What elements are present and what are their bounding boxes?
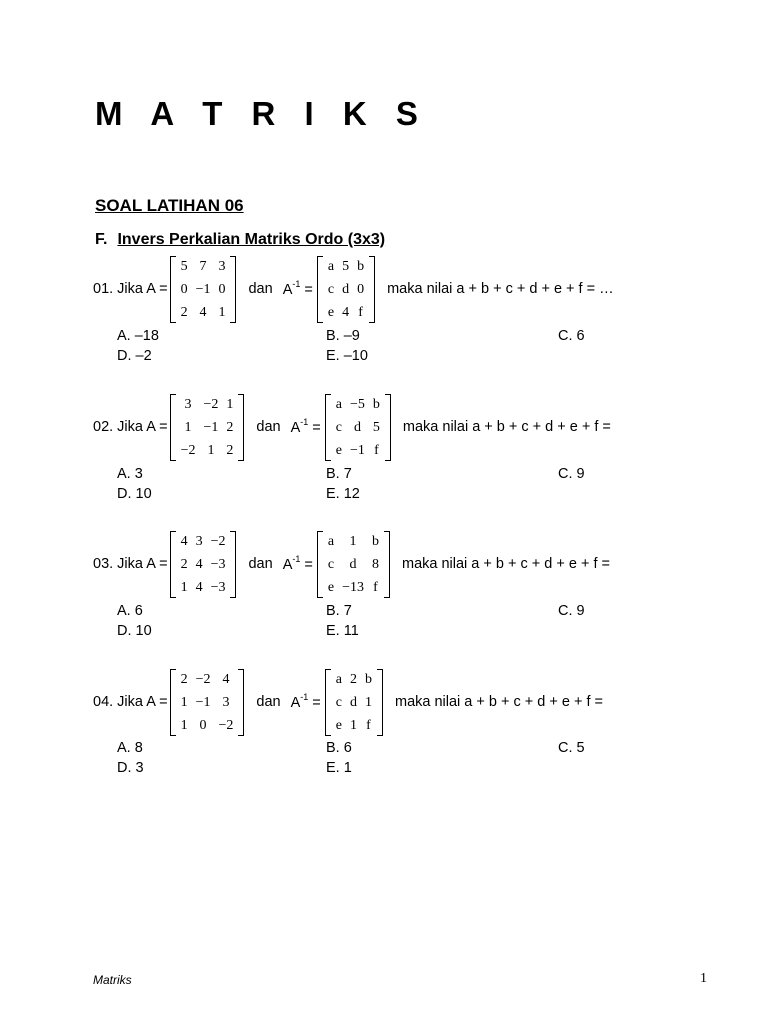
a-inverse-exponent: -1 xyxy=(300,692,309,703)
question-label: 03. Jika A = xyxy=(93,556,168,572)
exercise-heading: SOAL LATIHAN 06 xyxy=(95,196,244,215)
matrix-a xyxy=(170,668,245,737)
section-heading xyxy=(95,229,385,251)
matrix-cell: 2 xyxy=(350,671,357,687)
matrix-a-inverse xyxy=(325,668,383,737)
matrix-cell: e xyxy=(327,304,335,320)
dan-text: dan xyxy=(248,281,273,297)
a-inverse-exponent: -1 xyxy=(292,554,301,565)
matrix-cell: c xyxy=(327,556,335,572)
matrix-cell: 2 xyxy=(180,304,188,320)
matrix-cell: d xyxy=(350,694,357,710)
matrix-cell: −3 xyxy=(210,579,226,595)
matrix-cell: c xyxy=(327,281,335,297)
matrix-cell: c xyxy=(335,419,342,435)
matrix-cell: 1 xyxy=(180,694,188,710)
a-inverse-equals: = xyxy=(308,694,321,711)
option-b: B. 7 xyxy=(326,603,352,619)
option-a: A. 6 xyxy=(117,603,143,619)
dan-text: dan xyxy=(256,419,281,435)
option-e: E. 11 xyxy=(326,623,359,639)
option-d: D. 10 xyxy=(117,623,152,639)
matrix-cell: 1 xyxy=(207,442,215,458)
matrix-cell: 1 xyxy=(226,396,234,412)
matrix-cell: 5 xyxy=(372,419,380,435)
matrix-cell: 4 xyxy=(199,304,207,320)
matrix-cell: −2 xyxy=(210,533,226,549)
a-inverse-base: A xyxy=(290,694,301,711)
matrix-a-inverse xyxy=(317,530,390,599)
option-a: A. 8 xyxy=(117,740,143,756)
a-inverse-equals: = xyxy=(300,281,313,298)
matrix-cell: b xyxy=(372,533,379,549)
matrix-cell: 2 xyxy=(226,442,234,458)
matrix-cell: −1 xyxy=(350,442,365,458)
matrix-cell: b xyxy=(357,258,365,274)
option-d: D. –2 xyxy=(117,348,152,364)
matrix-cell: e xyxy=(335,717,342,733)
matrix-cell: −2 xyxy=(218,717,234,733)
matrix-cell: 4 xyxy=(195,579,203,595)
matrix-cell: 1 xyxy=(180,579,188,595)
matrix-cell: 3 xyxy=(222,694,230,710)
matrix-cell: 4 xyxy=(180,533,188,549)
matrix-cell: 4 xyxy=(195,556,203,572)
question-2 xyxy=(93,392,611,462)
matrix-cell: −1 xyxy=(195,281,211,297)
matrix-cell: b xyxy=(365,671,372,687)
matrix-cell: 7 xyxy=(199,258,207,274)
a-inverse-equals: = xyxy=(300,556,313,573)
matrix-cell: 0 xyxy=(357,281,365,297)
a-inverse-exponent: -1 xyxy=(300,417,309,428)
matrix-cell: 1 xyxy=(218,304,226,320)
option-d: D. 3 xyxy=(117,760,144,776)
option-e: E. 1 xyxy=(326,760,352,776)
matrix-cell: 2 xyxy=(180,556,188,572)
matrix-cell: 1 xyxy=(349,533,357,549)
matrix-cell: −5 xyxy=(350,396,365,412)
a-inverse-label xyxy=(291,418,321,436)
matrix-cell: a xyxy=(327,258,335,274)
matrix-cell: −3 xyxy=(210,556,226,572)
footer-title: Matriks xyxy=(93,973,132,987)
matrix-cell: 3 xyxy=(218,258,226,274)
question-prompt: maka nilai a + b + c + d + e + f = xyxy=(395,694,603,710)
question-label: 01. Jika A = xyxy=(93,281,168,297)
matrix-cell: d xyxy=(353,419,361,435)
a-inverse-label xyxy=(291,693,321,711)
matrix-cell: e xyxy=(327,579,335,595)
matrix-cell: 0 xyxy=(218,281,226,297)
matrix-cell: −1 xyxy=(203,419,219,435)
question-prompt: maka nilai a + b + c + d + e + f = xyxy=(402,556,610,572)
question-4 xyxy=(93,667,603,737)
matrix-cell: 0 xyxy=(180,281,188,297)
matrix-cell: f xyxy=(374,442,379,458)
option-c: C. 9 xyxy=(558,466,585,482)
matrix-cell: 1 xyxy=(365,694,372,710)
matrix-cell: 3 xyxy=(195,533,203,549)
matrix-cell: c xyxy=(335,694,342,710)
matrix-cell: 4 xyxy=(222,671,230,687)
question-label: 04. Jika A = xyxy=(93,694,168,710)
matrix-a-inverse xyxy=(325,393,391,462)
option-c: C. 9 xyxy=(558,603,585,619)
option-a: A. –18 xyxy=(117,328,159,344)
section-title: Invers Perkalian Matriks Ordo (3x3) xyxy=(117,231,386,248)
matrix-cell: 1 xyxy=(184,419,192,435)
matrix-cell: −2 xyxy=(180,442,196,458)
matrix-cell: 3 xyxy=(184,396,192,412)
matrix-cell: 4 xyxy=(342,304,350,320)
matrix-cell: e xyxy=(335,442,342,458)
a-inverse-exponent: -1 xyxy=(292,279,301,290)
option-e: E. 12 xyxy=(326,486,360,502)
a-inverse-label xyxy=(283,280,313,298)
matrix-cell: f xyxy=(366,717,371,733)
matrix-cell: b xyxy=(372,396,380,412)
dan-text: dan xyxy=(256,694,281,710)
question-1 xyxy=(93,254,614,324)
matrix-a xyxy=(170,255,237,324)
question-label: 02. Jika A = xyxy=(93,419,168,435)
a-inverse-equals: = xyxy=(308,419,321,436)
page-number: 1 xyxy=(700,971,707,986)
question-prompt: maka nilai a + b + c + d + e + f = xyxy=(402,419,611,435)
matrix-cell: d xyxy=(349,556,357,572)
matrix-a xyxy=(170,393,245,462)
option-b: B. –9 xyxy=(326,328,360,344)
option-c: C. 6 xyxy=(558,328,585,344)
a-inverse-base: A xyxy=(282,556,293,573)
matrix-cell: −1 xyxy=(195,694,211,710)
matrix-cell: 8 xyxy=(372,556,379,572)
matrix-cell: 5 xyxy=(180,258,188,274)
matrix-a xyxy=(170,530,237,599)
question-prompt: maka nilai a + b + c + d + e + f = … xyxy=(387,281,614,297)
matrix-cell: a xyxy=(335,671,342,687)
matrix-cell: −2 xyxy=(195,671,211,687)
matrix-cell: −13 xyxy=(342,579,364,595)
a-inverse-base: A xyxy=(282,281,293,298)
option-b: B. 7 xyxy=(326,466,352,482)
option-b: B. 6 xyxy=(326,740,352,756)
matrix-cell: f xyxy=(373,579,378,595)
a-inverse-label xyxy=(283,555,313,573)
option-c: C. 5 xyxy=(558,740,585,756)
page-title: M A T R I K S xyxy=(95,95,428,132)
matrix-cell: a xyxy=(327,533,335,549)
matrix-cell: a xyxy=(335,396,342,412)
dan-text: dan xyxy=(248,556,273,572)
matrix-a-inverse xyxy=(317,255,375,324)
option-e: E. –10 xyxy=(326,348,368,364)
matrix-cell: 0 xyxy=(199,717,207,733)
section-letter: F. xyxy=(95,231,108,248)
a-inverse-base: A xyxy=(290,419,301,436)
matrix-cell: f xyxy=(358,304,363,320)
matrix-cell: 1 xyxy=(350,717,357,733)
matrix-cell: d xyxy=(342,281,350,297)
matrix-cell: 2 xyxy=(226,419,234,435)
matrix-cell: 1 xyxy=(180,717,188,733)
option-a: A. 3 xyxy=(117,466,143,482)
matrix-cell: −2 xyxy=(203,396,219,412)
matrix-cell: 5 xyxy=(342,258,350,274)
question-3 xyxy=(93,529,610,599)
matrix-cell: 2 xyxy=(180,671,188,687)
option-d: D. 10 xyxy=(117,486,152,502)
